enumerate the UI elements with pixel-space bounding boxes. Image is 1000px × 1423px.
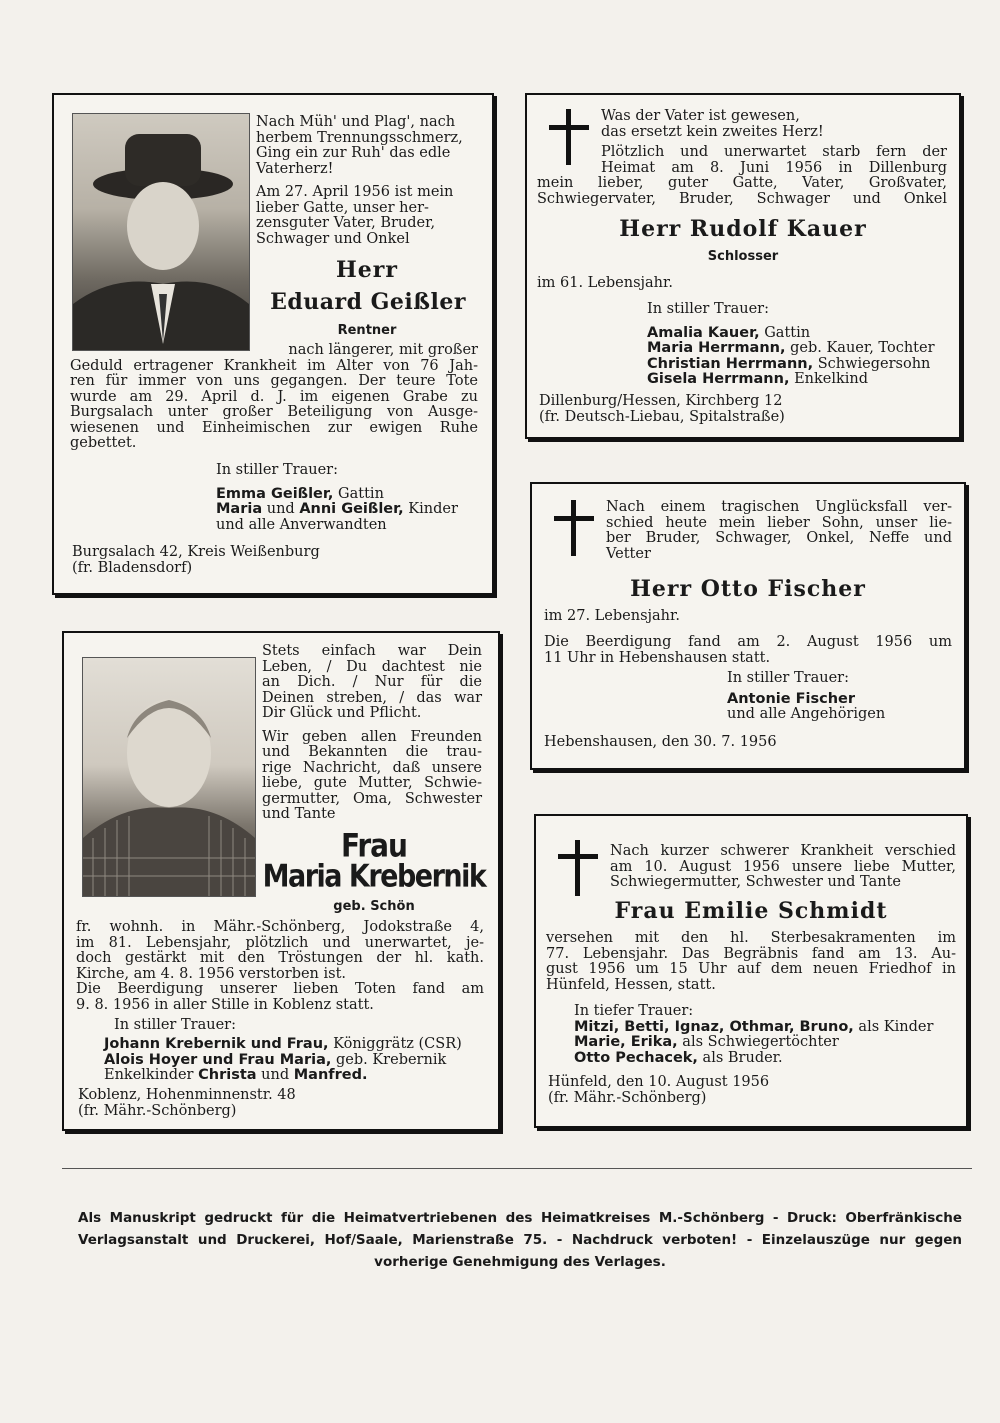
mourning-heading: In stiller Trauer: <box>216 462 338 478</box>
age: im 27. Lebensjahr. <box>544 608 680 624</box>
intro-line: rige Nachricht, daß unsere <box>262 759 482 776</box>
intro-line: Am 27. April 1956 ist mein <box>256 184 454 200</box>
address-line: Dillenburg/Hessen, Kirchberg 12 <box>539 393 783 409</box>
mourner-name: Christa <box>198 1067 257 1083</box>
mourner-conjunction: und <box>256 1067 294 1083</box>
intro-line: liebe, gute Mutter, Schwie- <box>262 775 482 791</box>
intro-line: und Tante <box>262 806 336 822</box>
body-line: gebettet. <box>70 435 137 451</box>
mourner-relation: geb. Krebernik <box>331 1051 447 1068</box>
body-line: doch gestärkt mit den Tröstungen der hl. kath. <box>76 950 484 966</box>
mourner-relation: geb. Kauer, Tochter <box>785 340 935 356</box>
verse-line: herbem Trennungsschmerz, <box>256 129 463 146</box>
body-line: Hünfeld, Hessen, statt. <box>546 976 716 993</box>
intro-line: Schwiegermutter, Schwester und Tante <box>610 874 901 890</box>
body-line: ren für immer von uns gegangen. Der teure Tote <box>70 373 478 389</box>
intro-line: am 10. August 1956 unsere liebe Mutter, <box>610 858 956 875</box>
address-line: Hebenshausen, den 30. 7. 1956 <box>544 734 777 750</box>
age: im 61. Lebensjahr. <box>537 275 673 291</box>
verse-line: Dir Glück und Pflicht. <box>262 705 422 721</box>
intro-line: Nach kurzer schwerer Krankheit verschied <box>610 843 956 859</box>
deceased-title: Frau <box>341 826 407 865</box>
footer-rule <box>62 1168 972 1169</box>
mourning-heading: In stiller Trauer: <box>727 670 849 686</box>
body-line: Burgsalach unter großer Beteiligung von Ausge- <box>70 404 478 420</box>
body-line: 9. 8. 1956 in aller Stille in Koblenz statt. <box>76 996 374 1013</box>
mourner-name: Gisela Herrmann, <box>647 371 790 387</box>
mourning-heading: In tiefer Trauer: <box>574 1003 694 1019</box>
deceased-name: Frau Emilie Schmidt <box>614 898 888 924</box>
mourner-name: Emma Geißler, <box>216 485 334 502</box>
deceased-title: Herr <box>336 257 398 283</box>
mourner-name: Maria Herrmann, <box>647 340 786 356</box>
obituary-emilie-schmidt <box>534 814 968 1128</box>
mourner-relation: Enkelkinder <box>104 1067 199 1083</box>
body-line: gust 1956 um 15 Uhr auf dem neuen Friedhof in <box>546 961 956 977</box>
verse-line: Nach Müh' und Plag', nach <box>256 114 456 130</box>
body-line: Kirche, am 4. 8. 1956 verstorben ist. <box>76 965 347 982</box>
verse-line: Vaterherz! <box>256 160 334 177</box>
verse-line: Stets einfach war Dein <box>262 643 482 659</box>
deceased-name: Herr Otto Fischer <box>630 576 866 602</box>
mourner-name: Alois Hoyer und Frau Maria, <box>104 1051 332 1068</box>
intro-line: germutter, Oma, Schwester <box>262 790 482 807</box>
address-line: (fr. Mähr.-Schönberg) <box>548 1089 707 1106</box>
intro-line: schied heute mein lieber Sohn, unser lie- <box>606 514 952 531</box>
deceased-name: Eduard Geißler <box>270 289 466 315</box>
intro-line: Wir geben allen Freunden <box>262 728 482 745</box>
mourner-relation: Gattin <box>333 485 384 502</box>
mourner-relation: als Kinder <box>853 1018 934 1035</box>
intro-line: Schwager und Onkel <box>256 230 410 247</box>
obituary-eduard-geissler <box>52 93 494 595</box>
occupation: Schlosser <box>707 249 779 264</box>
verse-line: Deinen streben, / das war <box>262 689 482 706</box>
portrait-photo-eduard <box>72 113 250 351</box>
mourner-relation: Königgrätz (CSR) <box>328 1036 462 1052</box>
intro-line: Nach einem tragischen Unglücksfall ver- <box>606 499 952 515</box>
intro-line: ber Bruder, Schwager, Onkel, Neffe und <box>606 530 952 546</box>
intro-line: lieber Gatte, unser her- <box>256 199 429 216</box>
mourner-name: Marie, Erika, <box>574 1034 678 1050</box>
body-line: wurde am 29. April d. J. im eigenen Grabe zu <box>70 388 478 405</box>
imprint-line: vorherige Genehmigung des Verlages. <box>374 1254 666 1270</box>
body-line: wiesenen und Einheimischen zur ewigen Ruhe <box>70 419 478 436</box>
mourner-name: Otto Pechacek, <box>574 1049 698 1066</box>
intro-line: und Bekannten die trau- <box>262 744 482 760</box>
verse-line: das ersetzt kein zweites Herz! <box>601 123 824 140</box>
mourner-name: Amalia Kauer, <box>647 324 760 341</box>
body-line: 77. Lebensjahr. Das Begräbnis fand am 13. Au- <box>546 945 956 962</box>
mourner-name: Antonie Fischer <box>727 690 856 707</box>
mourner-name: Johann Krebernik und Frau, <box>104 1036 329 1052</box>
cross-icon <box>549 109 589 169</box>
funeral-line: Die Beerdigung fand am 2. August 1956 um <box>544 634 952 650</box>
address-line: (fr. Mähr.-Schönberg) <box>78 1102 237 1119</box>
mourner-others: und alle Angehörigen <box>727 706 886 722</box>
mourner-relation: als Schwiegertöchter <box>677 1034 839 1050</box>
mourner-relation: Gattin <box>759 324 811 341</box>
body-line: versehen mit den hl. Sterbesakramenten im <box>546 930 956 946</box>
imprint-line: Verlagsanstalt und Druckerei, Hof/Saale, Marienstraße 75. - Nachdruck verboten! - Einzelauszüge nur gegen <box>78 1232 962 1248</box>
address-line: (fr. Deutsch-Liebau, Spitalstraße) <box>539 408 785 425</box>
mourning-heading: In stiller Trauer: <box>647 301 769 317</box>
address-line: (fr. Bladensdorf) <box>72 559 193 576</box>
body-line: Die Beerdigung unserer lieben Toten fand am <box>76 981 484 997</box>
cross-icon <box>554 500 594 560</box>
mourner-name: Christian Herrmann, <box>647 355 814 372</box>
body-line: fr. wohnh. in Mähr.-Schönberg, Jodokstraße 4, <box>76 919 484 935</box>
obituary-otto-fischer <box>530 482 966 770</box>
mourning-heading: In stiller Trauer: <box>114 1017 236 1033</box>
verse-line: Leben, / Du dachtest nie <box>262 658 482 675</box>
intro-line: mein lieber, guter Gatte, Vater, Großvater, <box>537 175 947 191</box>
maiden-name: geb. Schön <box>333 899 415 914</box>
cross-icon <box>558 840 598 898</box>
body-line: im 81. Lebensjahr, plötzlich und unerwartet, je- <box>76 934 484 951</box>
imprint <box>78 1207 962 1273</box>
mourner-name: Anni Geißler, <box>299 501 404 517</box>
deceased-name: Herr Rudolf Kauer <box>619 216 867 242</box>
mourner-conjunction: und <box>262 501 300 517</box>
imprint-line: Als Manuskript gedruckt für die Heimatvertriebenen des Heimatkreises M.-Schönberg - Druck: Oberfränkische <box>78 1210 962 1226</box>
address-line: Koblenz, Hohenminnenstr. 48 <box>78 1087 296 1103</box>
mourner-relation: Enkelkind <box>789 371 869 387</box>
intro-line: Heimat am 8. Juni 1956 in Dillenburg <box>601 159 947 176</box>
funeral-line: 11 Uhr in Hebenshausen statt. <box>544 649 771 666</box>
intro-line: Schwiegervater, Bruder, Schwager und Onkel <box>537 190 947 207</box>
obituary-rudolf-kauer <box>525 93 961 439</box>
intro-line: Vetter <box>606 545 651 562</box>
address-line: Hünfeld, den 10. August 1956 <box>548 1074 770 1090</box>
address-line: Burgsalach 42, Kreis Weißenburg <box>72 544 320 560</box>
portrait-photo-maria <box>82 657 256 897</box>
mourner-others: und alle Anverwandten <box>216 516 387 533</box>
obituary-maria-krebernik <box>62 631 500 1131</box>
mourner-name: Maria <box>216 501 263 517</box>
mourner-relation: als Bruder. <box>697 1049 783 1066</box>
verse-line: an Dich. / Nur für die <box>262 674 482 690</box>
mourner-name: Mitzi, Betti, Ignaz, Othmar, Bruno, <box>574 1018 854 1035</box>
intro-line: Plötzlich und unerwartet starb fern der <box>601 144 947 160</box>
verse-line: Ging ein zur Ruh' das edle <box>256 145 451 161</box>
intro-line: zensguter Vater, Bruder, <box>256 215 436 231</box>
verse-line: Was der Vater ist gewesen, <box>601 108 800 124</box>
occupation: Rentner <box>337 323 397 338</box>
deceased-name: Maria Krebernik <box>262 858 486 895</box>
mourner-name: Manfred. <box>293 1067 368 1083</box>
body-line: Geduld ertragener Krankheit im Alter von 76 Jah- <box>70 357 478 374</box>
mourner-relation: Kinder <box>403 501 458 517</box>
body-line: nach längerer, mit großer <box>288 342 478 358</box>
mourner-relation: Schwiegersohn <box>813 355 931 372</box>
